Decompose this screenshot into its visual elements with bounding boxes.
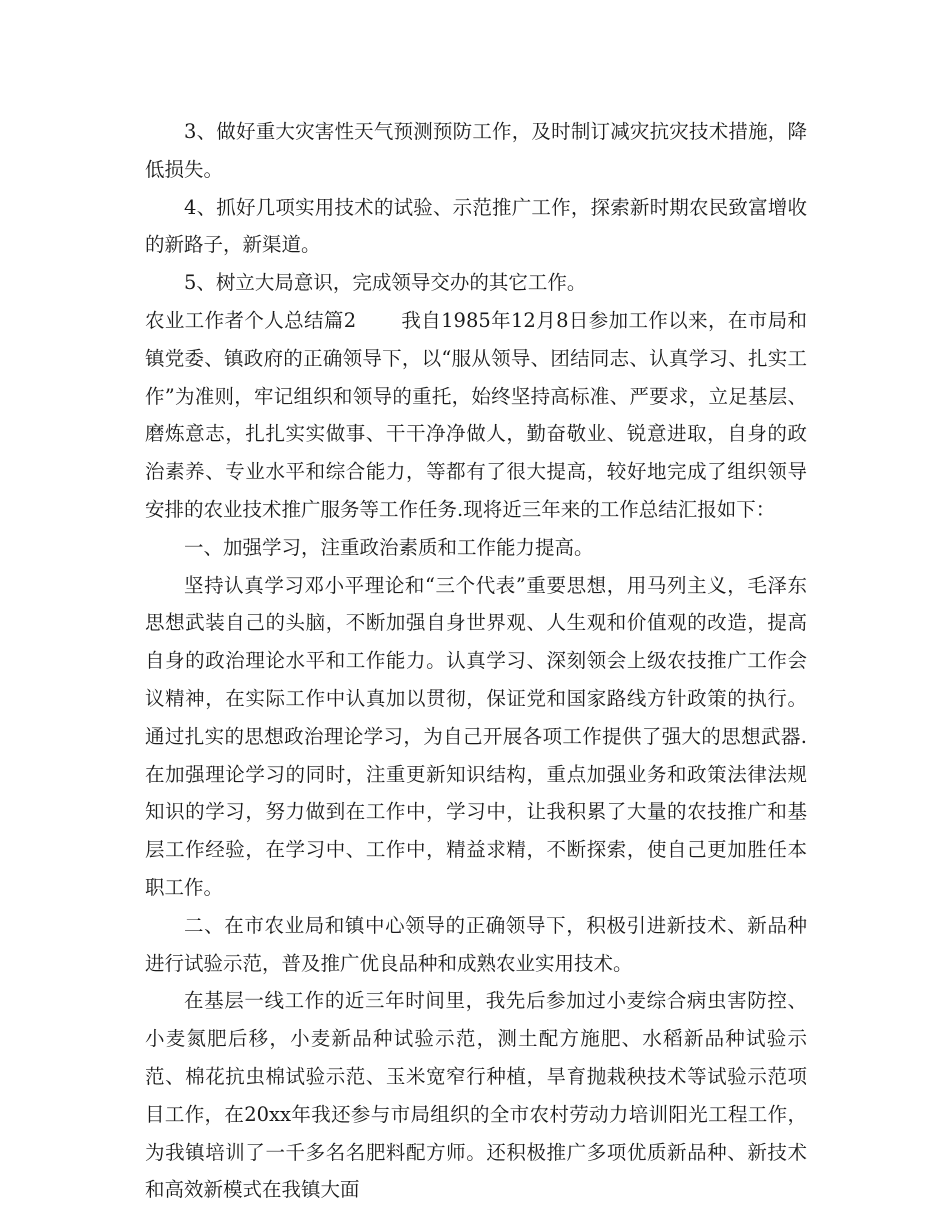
section-paragraph-summary-2 bbox=[145, 302, 807, 529]
section-title: 农业工作者个人总结篇2 bbox=[145, 308, 357, 332]
paragraph-heading-one: 一、加强学习，注重政治素质和工作能力提高。 bbox=[184, 535, 594, 559]
paragraph-heading-two: 二、在市农业局和镇中心领导的正确领导下，积极引进新技术、新品种进行试验示范，普及推广优良品种和成熟农业实用技术。 bbox=[145, 913, 807, 975]
paragraph-item-3: 3、做好重大灾害性天气预测预防工作，及时制订减灾抗灾技术措施，降低损失。 bbox=[145, 120, 807, 181]
document-body bbox=[145, 113, 807, 1209]
paragraph-study: 坚持认真学习邓小平理论和“三个代表”重要思想，用马列主义，毛泽东思想武装自己的头脑，不断加强自身世界观、人生观和价值观的改造，提高自身的政治理论水平和工作能力。认真学习、深刻领会上级农技推广工作会议精神，在实际工作中认真加以贯彻，保证党和国家路线方针政策的执行。通过扎实的思想政治理论学习，为自己开展各项工作提供了强大的思想武器.在加强理论学习的同时，注重更新知识结构，重点加强业务和政策法律法规知识的学习，努力做到在工作中，学习中，让我积累了大量的农技推广和基层工作经验，在学习中、工作中，精益求精，不断探索，使自己更加胜任本职工作。 bbox=[145, 573, 807, 899]
paragraph-field-work: 在基层一线工作的近三年时间里，我先后参加过小麦综合病虫害防控、小麦氮肥后移，小麦新品种试验示范，测土配方施肥、水稻新品种试验示范、棉花抗虫棉试验示范、玉米宽窄行种植，旱育抛栽秧技术等试验示范项目工作，在20xx年我还参与市局组织的全市农村劳动力培训阳光工程工作，为我镇培训了一千多名名肥料配方师。还积极推广多项优质新品种、新技术和高效新模式在我镇大面 bbox=[145, 989, 807, 1202]
paragraph-item-5: 5、树立大局意识，完成领导交办的其它工作。 bbox=[184, 271, 587, 295]
paragraph-item-4: 4、抓好几项实用技术的试验、示范推广工作，探索新时期农民致富增收的新路子，新渠道。 bbox=[145, 195, 807, 257]
section-intro-text: 我自1985年12月8日参加工作以来，在市局和镇党委、镇政府的正确领导下，以“服从领导、团结同志、认真学习、扎实工作”为准则，牢记组织和领导的重托，始终坚持高标准、严要求，立足基层、磨炼意志，扎扎实实做事、干干净净做人，勤奋敬业、锐意进取，自身的政治素养、专业水平和综合能力，等都有了很大提高，较好地完成了组织领导安排的农业技术推广服务等工作任务.现将近三年来的工作总结汇报如下： bbox=[145, 308, 807, 521]
